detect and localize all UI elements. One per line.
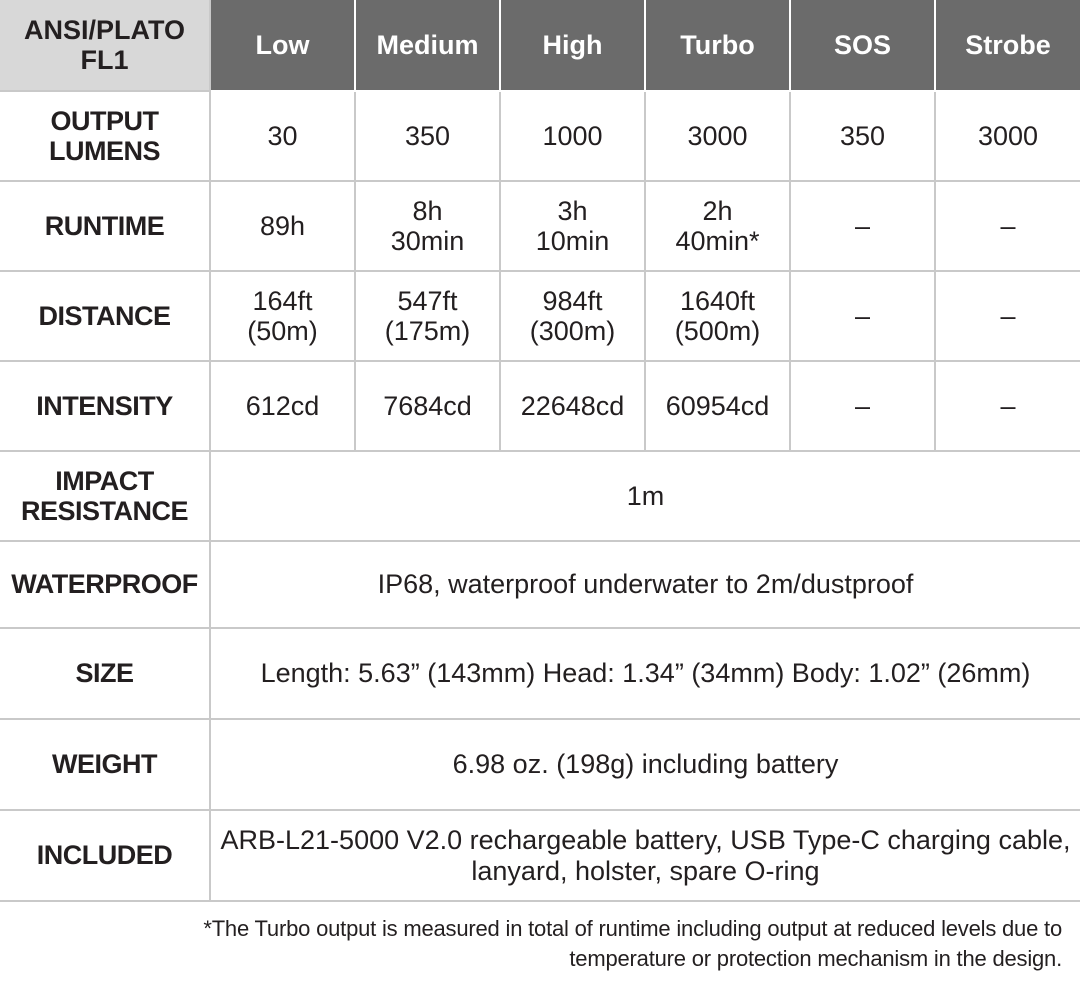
distance-sos: – [790, 271, 935, 361]
distance-strobe: – [935, 271, 1080, 361]
size-row [0, 628, 1080, 719]
output-label: OUTPUT LUMENS [0, 91, 210, 181]
distance-low: 164ft (50m) [210, 271, 355, 361]
mode-header-strobe: Strobe [935, 0, 1080, 91]
distance-row [0, 271, 1080, 361]
runtime-medium: 8h 30min [355, 181, 500, 271]
mode-header-high: High [500, 0, 645, 91]
intensity-turbo: 60954cd [645, 361, 790, 451]
intensity-medium: 7684cd [355, 361, 500, 451]
impact-value: 1m [210, 451, 1080, 541]
output-low: 30 [210, 91, 355, 181]
output-high: 1000 [500, 91, 645, 181]
runtime-row [0, 181, 1080, 271]
distance-medium: 547ft (175m) [355, 271, 500, 361]
runtime-label: RUNTIME [0, 181, 210, 271]
header-row [0, 0, 1080, 91]
mode-header-low: Low [210, 0, 355, 91]
output-medium: 350 [355, 91, 500, 181]
runtime-high: 3h 10min [500, 181, 645, 271]
intensity-strobe: – [935, 361, 1080, 451]
runtime-sos: – [790, 181, 935, 271]
weight-label: WEIGHT [0, 719, 210, 810]
output-row [0, 91, 1080, 181]
impact-row [0, 451, 1080, 541]
runtime-strobe: – [935, 181, 1080, 271]
output-turbo: 3000 [645, 91, 790, 181]
turbo-footnote: *The Turbo output is measured in total of runtime including output at reduced levels due to temperature or protection mechanism in the design. [203, 916, 1062, 972]
output-sos: 350 [790, 91, 935, 181]
waterproof-label: WATERPROOF [0, 541, 210, 628]
weight-row [0, 719, 1080, 810]
included-value: ARB-L21-5000 V2.0 rechargeable battery, USB Type-C charging cable, lanyard, holster, spare O-ring [210, 810, 1080, 901]
mode-header-medium: Medium [355, 0, 500, 91]
impact-label: IMPACT RESISTANCE [0, 451, 210, 541]
size-value: Length: 5.63” (143mm) Head: 1.34” (34mm) Body: 1.02” (26mm) [210, 628, 1080, 719]
intensity-label: INTENSITY [0, 361, 210, 451]
distance-turbo: 1640ft (500m) [645, 271, 790, 361]
size-label: SIZE [0, 628, 210, 719]
distance-high: 984ft (300m) [500, 271, 645, 361]
distance-label: DISTANCE [0, 271, 210, 361]
mode-header-turbo: Turbo [645, 0, 790, 91]
intensity-low: 612cd [210, 361, 355, 451]
intensity-sos: – [790, 361, 935, 451]
output-strobe: 3000 [935, 91, 1080, 181]
waterproof-row [0, 541, 1080, 628]
intensity-row [0, 361, 1080, 451]
runtime-turbo: 2h 40min* [645, 181, 790, 271]
intensity-high: 22648cd [500, 361, 645, 451]
mode-header-sos: SOS [790, 0, 935, 91]
included-row [0, 810, 1080, 901]
weight-value: 6.98 oz. (198g) including battery [210, 719, 1080, 810]
waterproof-value: IP68, waterproof underwater to 2m/dustproof [210, 541, 1080, 628]
runtime-low: 89h [210, 181, 355, 271]
included-label: INCLUDED [0, 810, 210, 901]
standard-header: ANSI/PLATO FL1 [0, 0, 210, 91]
